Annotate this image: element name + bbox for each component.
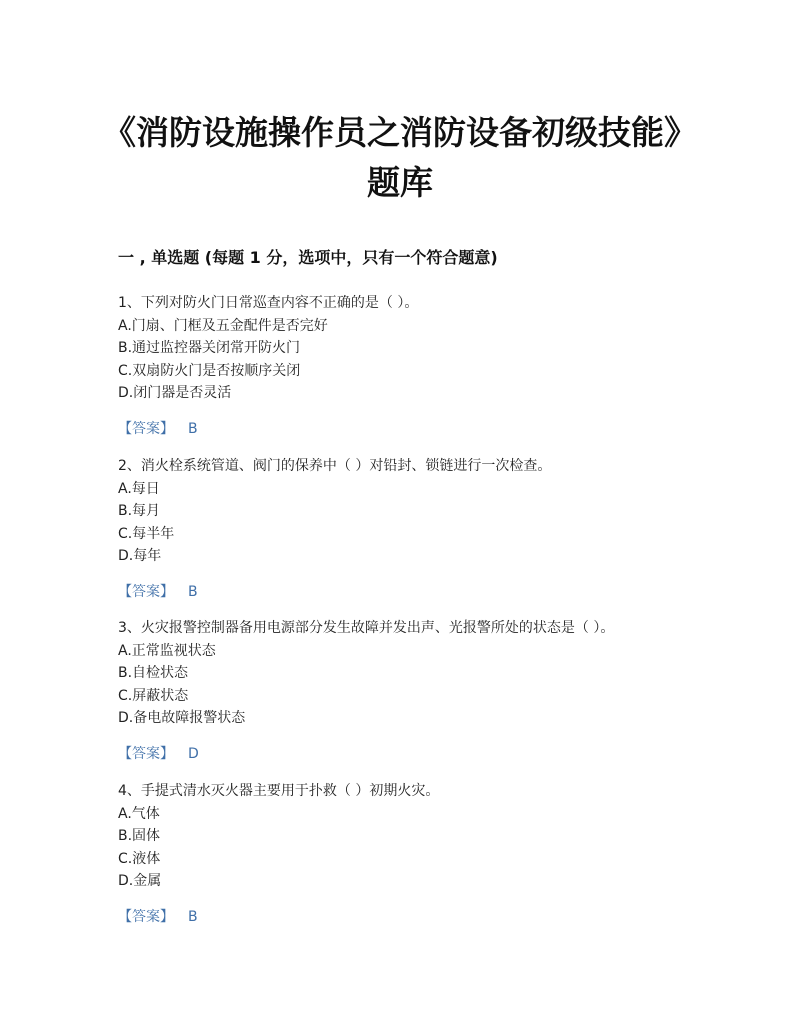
- answer-label: 【答案】: [118, 420, 174, 437]
- answer-value: B: [188, 583, 198, 600]
- option-b: B.通过监控器关闭常开防火门: [118, 340, 301, 356]
- answer-row: [118, 743, 718, 765]
- option-a: A.气体: [118, 805, 160, 822]
- option-c: C.屏蔽状态: [118, 687, 189, 704]
- option-c: C.每半年: [118, 525, 175, 542]
- option-c: C.液体: [118, 850, 161, 867]
- answer-label: 【答案】: [118, 745, 174, 762]
- answer-value: B: [188, 420, 198, 437]
- question-stem: 1、下列对防火门日常巡查内容不正确的是（ ）。: [118, 295, 419, 311]
- question-stem: 3、火灾报警控制器备用电源部分发生故障并发出声、光报警所处的状态是（ ）。: [118, 620, 615, 636]
- question-3: [118, 617, 718, 765]
- question-stem: 4、手提式清水灭火器主要用于扑救（ ）初期火灾。: [118, 783, 440, 799]
- question-4: [118, 780, 718, 928]
- option-c: C.双扇防火门是否按顺序关闭: [118, 362, 301, 379]
- option-b: B.每月: [118, 503, 161, 519]
- question-2: [118, 455, 718, 603]
- option-d: D.闭门器是否灵活: [118, 385, 232, 401]
- answer-label: 【答案】: [118, 908, 174, 925]
- answer-value: D: [188, 745, 199, 762]
- option-d: D.备电故障报警状态: [118, 710, 246, 726]
- section-heading: 一 , 单选题 (每题 1 分，选项中，只有一个符合题意): [118, 248, 498, 267]
- option-b: B.固体: [118, 828, 161, 844]
- option-d: D.每年: [118, 548, 162, 564]
- option-a: A.每日: [118, 480, 160, 497]
- option-a: A.门扇、门框及五金配件是否完好: [118, 317, 328, 334]
- answer-row: [118, 581, 718, 603]
- question-stem: 2、消火栓系统管道、阀门的保养中（ ）对铅封、锁链进行一次检查。: [118, 458, 552, 474]
- document-title: 《消防设施操作员之消防设备初级技能》题库: [103, 113, 697, 202]
- answer-row: [118, 418, 718, 440]
- question-1: [118, 292, 718, 440]
- answer-value: B: [188, 908, 198, 925]
- option-b: B.自检状态: [118, 665, 189, 681]
- option-a: A.正常监视状态: [118, 642, 216, 659]
- answer-label: 【答案】: [118, 583, 174, 600]
- answer-row: [118, 906, 718, 928]
- option-d: D.金属: [118, 873, 162, 889]
